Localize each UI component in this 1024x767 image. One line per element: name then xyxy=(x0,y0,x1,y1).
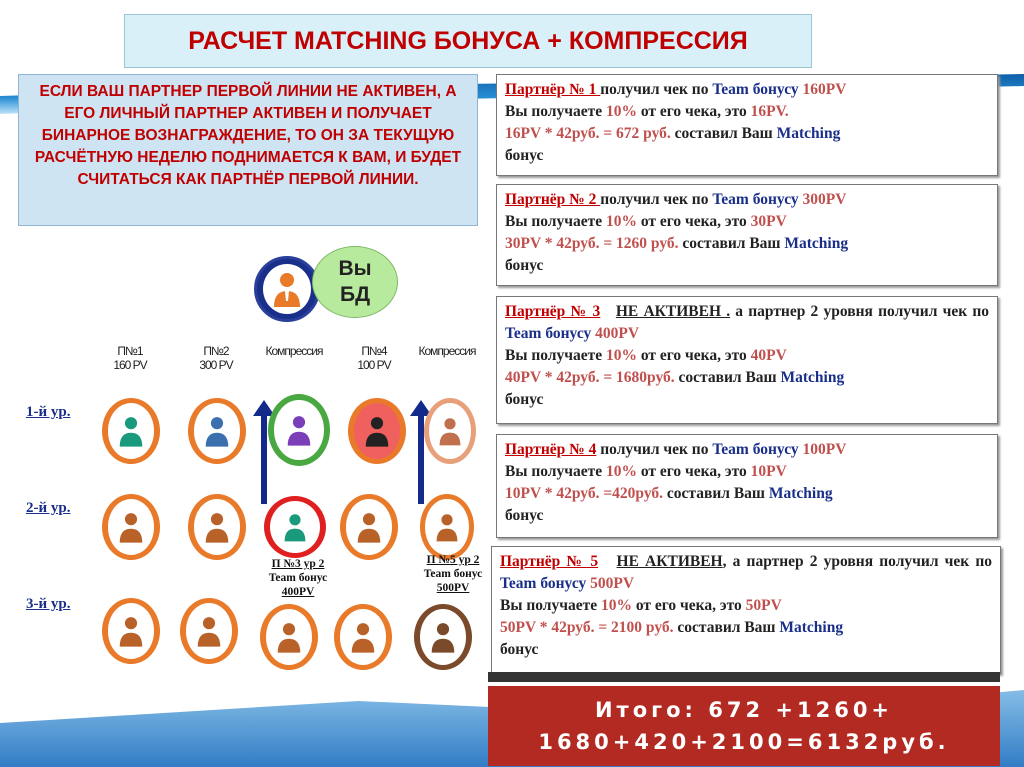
avatar-l1-compression-2 xyxy=(424,398,476,464)
level-1-label: 1-й ур. xyxy=(26,404,71,420)
avatar-l2-1 xyxy=(102,494,160,560)
compression-note: ЕСЛИ ВАШ ПАРТНЕР ПЕРВОЙ ЛИНИИ НЕ АКТИВЕН, А ЕГО ЛИЧНЫЙ ПАРТНЕР АКТИВЕН И ПОЛУЧАЕТ БИНАРНОЕ ВОЗНАГРАЖДЕНИЕ, ТО ОН ЗА ТЕКУЩУЮ РАСЧЁТНУЮ НЕДЕЛЮ ПОДНИМАЕТСЯ К ВАМ, И БУДЕТ СЧИТАТЬСЯ КАК ПАРТНЁР ПЕРВОЙ ЛИНИИ. xyxy=(18,74,478,226)
col-label-4: П№4 100 PV xyxy=(357,344,391,372)
you-avatar xyxy=(254,256,320,322)
avatar-l2-2 xyxy=(188,494,246,560)
avatar-l3-5 xyxy=(414,604,472,670)
avatar-l1-p2 xyxy=(188,398,246,464)
person-icon xyxy=(350,621,376,653)
avatar-l2-4 xyxy=(340,494,398,560)
person-icon xyxy=(196,615,222,647)
col-label-5: Компрессия xyxy=(418,344,476,358)
person-icon xyxy=(204,415,230,447)
total-line-1: Итого: 672 +1260+ xyxy=(594,698,894,722)
total-shadow xyxy=(488,672,1000,682)
avatar-l2-p5 xyxy=(420,494,474,560)
person-icon xyxy=(286,414,312,446)
level-2-label: 2-й ур. xyxy=(26,500,71,516)
person-icon xyxy=(283,512,307,542)
partner-4-box: Партнёр № 4 получил чек по Team бонусу 100PV Вы получаете 10% от его чека, это 10PV 10PV * 42руб. =420руб. составил Ваш Matching бонус xyxy=(496,434,998,538)
arrow-up-compression-1 xyxy=(261,414,267,504)
avatar-l1-p4 xyxy=(348,398,406,464)
person-icon xyxy=(356,511,382,543)
col-label-2: П№2 300 PV xyxy=(199,344,233,372)
person-icon xyxy=(118,615,144,647)
avatar-l3-1 xyxy=(102,598,160,664)
avatar-l3-2 xyxy=(180,598,238,664)
person-icon xyxy=(118,415,144,447)
partner-2-box: Партнёр № 2 получил чек по Team бонусу 300PV Вы получаете 10% от его чека, это 30PV 30PV * 42руб. = 1260 руб. составил Ваш Matching бонус xyxy=(496,184,998,286)
person-icon xyxy=(435,512,459,542)
partner5-level2-label: П №5 ур 2 Team бонус 500PV xyxy=(423,554,483,594)
total-line-2: 1680+420+2100=6132руб. xyxy=(538,730,950,754)
level-3-label: 3-й ур. xyxy=(26,596,71,612)
partner-5-box: Партнёр № 5 НЕ АКТИВЕН, а партнер 2 уровня получил чек по Team бонусу 500PV Вы получаете 10% от его чека, это 50PV 50PV * 42руб. = 2100 руб. составил Ваш Matching бонус xyxy=(491,546,1001,674)
page-title: РАСЧЕТ MATCHING БОНУСА + КОМПРЕССИЯ xyxy=(124,14,812,68)
total-banner xyxy=(488,686,1000,766)
bd-label: БД xyxy=(339,283,371,306)
person-icon xyxy=(430,621,456,653)
partner3-level2-label: П №3 ур 2 Team бонус 400PV xyxy=(268,558,328,598)
person-icon xyxy=(276,621,302,653)
you-label: Вы xyxy=(338,257,372,280)
avatar-l1-compression xyxy=(268,394,330,466)
col-label-3: Компрессия xyxy=(265,344,323,358)
person-icon xyxy=(272,271,302,307)
person-icon xyxy=(364,415,390,447)
person-icon xyxy=(204,511,230,543)
col-label-1: П№1 160 PV xyxy=(113,344,147,372)
you-bubble xyxy=(312,246,398,318)
person-icon xyxy=(438,416,462,446)
avatar-l2-p3 xyxy=(264,496,326,558)
avatar-l3-3 xyxy=(260,604,318,670)
you-node xyxy=(252,246,402,316)
partner-1-box: Партнёр № 1 получил чек по Team бонусу 160PV Вы получаете 10% от его чека, это 16PV. 16PV * 42руб. = 672 руб. составил Ваш Matching бонус xyxy=(496,74,998,176)
avatar-l1-p1 xyxy=(102,398,160,464)
avatar-l3-4 xyxy=(334,604,392,670)
partner-3-box: Партнёр № 3 НЕ АКТИВЕН . а партнер 2 уровня получил чек по Team бонусу 400PV Вы получаете 10% от его чека, это 40PV 40PV * 42руб. = 1680руб. составил Ваш Matching бонус xyxy=(496,296,998,424)
person-icon xyxy=(118,511,144,543)
